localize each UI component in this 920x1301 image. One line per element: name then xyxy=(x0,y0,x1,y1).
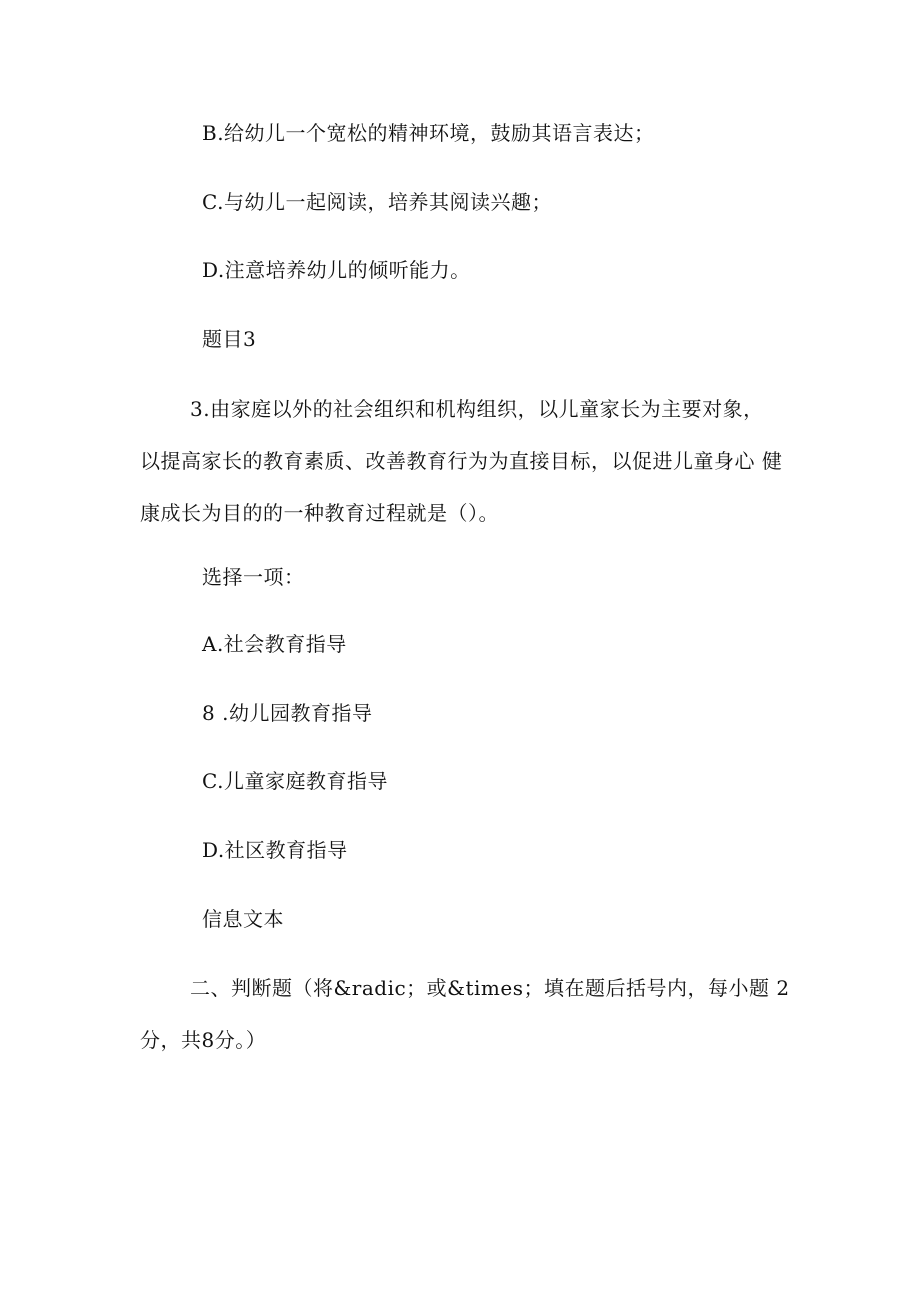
info-text-label: 信息文本 xyxy=(202,907,284,931)
q3-option-c: C.儿童家庭教育指导 xyxy=(202,769,388,793)
section-2-heading: 二、判断题（将&radic；或&times；填在题后括号内，每小题 2分，共8分。） xyxy=(140,976,790,1052)
q2-option-c: C.与幼儿一起阅读，培养其阅读兴趣； xyxy=(202,190,552,214)
q3-option-d: D.社区教育指导 xyxy=(202,838,348,862)
q2-option-b: B.给幼儿一个宽松的精神环境，鼓励其语言表达； xyxy=(202,121,655,145)
q2-option-d: D.注意培养幼儿的倾听能力。 xyxy=(202,258,471,282)
q3-option-b: 8 .幼儿园教育指导 xyxy=(202,701,373,725)
question-3-heading: 题目3 xyxy=(202,327,257,351)
question-3-stem: 3.由家庭以外的社会组织和机构组织，以儿童家长为主要对象， 以提高家长的教育素质、改善教育行为为直接目标，以促进儿童身心 健康成长为目的的一种教育过程就是（）。 xyxy=(140,397,783,525)
question-3-instruction: 选择一项： xyxy=(202,565,305,589)
q3-option-a: A.社会教育指导 xyxy=(202,632,347,656)
